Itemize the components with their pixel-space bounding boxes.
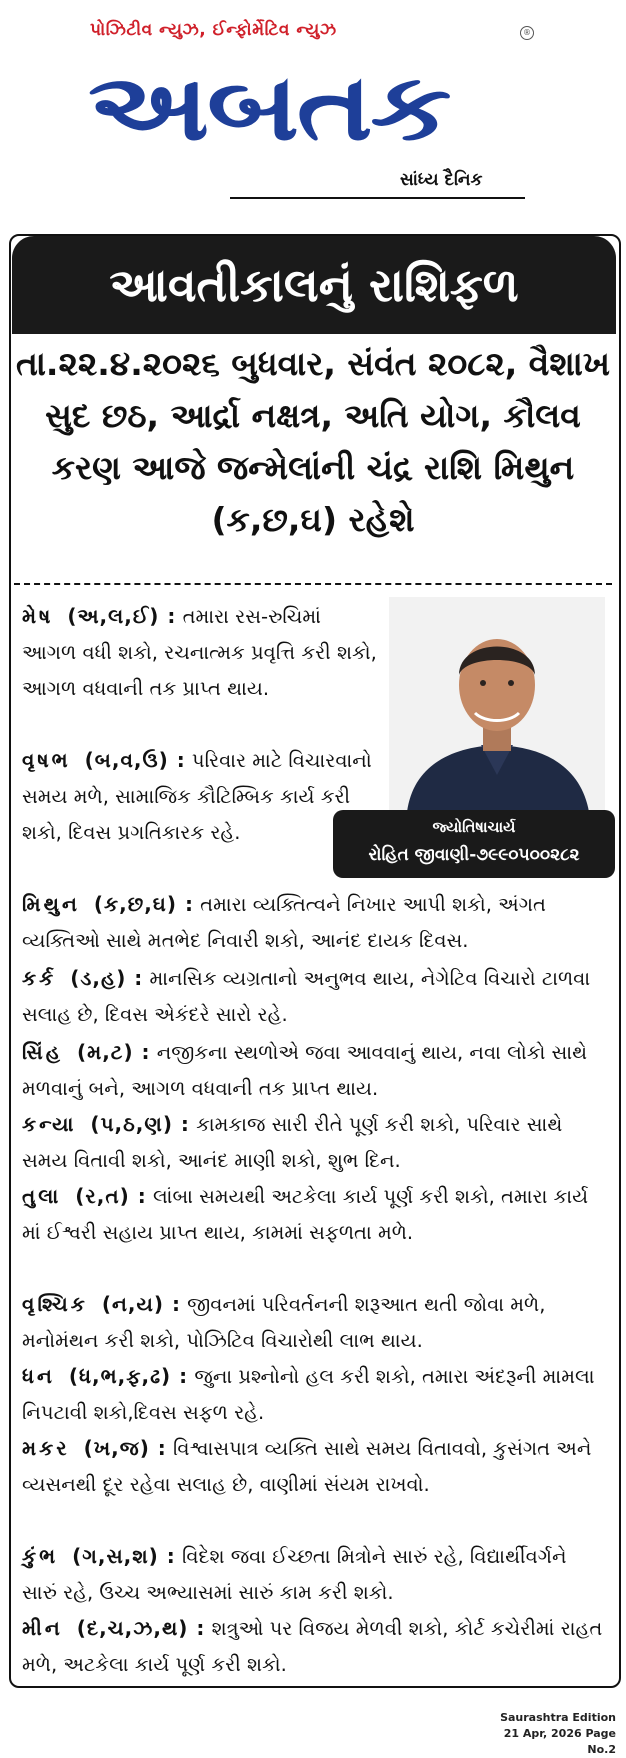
tagline: પોઝિટીવ ન્યુઝ, ઈન્ફોર્મેટિવ ન્યુઝ (90, 20, 337, 40)
sign-text: તમારા રસ-રુચિમાં આગળ વધી શકો, રચનાત્મક પ્રવૃત્તિ કરી શકો, આગળ વધવાની તક પ્રાપ્ત થાય. (22, 605, 377, 700)
sign-letters: (ન,ય) : (101, 1292, 181, 1316)
article-title: આવતીકાલનું રાશિફળ (12, 236, 616, 334)
sign-letters: (ધ,ભ,ફ,ઢ) : (68, 1364, 189, 1388)
sign-name: મેષ (22, 604, 54, 628)
edition-info (480, 1710, 616, 1758)
sign-entry (22, 1106, 606, 1179)
sign-name: મીન (22, 1616, 63, 1640)
sign-entry (22, 1358, 606, 1431)
astrologer-name-phone: રોહિત જીવાણી-૭૯૯૦૫૦૦૨૮૨ (368, 845, 580, 865)
sign-name: કન્યા (22, 1112, 77, 1136)
sign-name: કર્ક (22, 966, 57, 990)
sign-letters: (બ,વ,ઉ) : (84, 748, 186, 772)
sign-name: સિંહ (22, 1040, 63, 1064)
sign-entry (22, 1610, 606, 1683)
sign-entry (22, 1286, 606, 1359)
sign-entry (22, 1178, 606, 1251)
sign-text: વિદેશ જવા ઈચ્છતા મિત્રોને સારું રહે, વિદ્યાર્થીવર્ગને સારું રહે, ઉચ્ચ અભ્યાસમાં સારું કામ કરી શકો. (22, 1545, 567, 1604)
sign-letters: (ર,ત) : (75, 1184, 147, 1208)
sign-text: વિશ્વાસપાત્ર વ્યક્તિ સાથે સમય વિતાવવો, કુસંગત અને વ્યસનથી દૂર રહેવા સલાહ છે, વાણીમાં સંયમ રાખવો. (22, 1437, 592, 1496)
masthead (0, 0, 626, 210)
registered-mark: ® (520, 26, 534, 40)
sign-letters: (મ,ટ) : (76, 1040, 151, 1064)
sign-entry (22, 886, 606, 959)
sign-entry (22, 1034, 606, 1107)
sign-name: વૃષભ (22, 748, 71, 772)
sign-letters: (ક,છ,ઘ) : (93, 892, 194, 916)
sign-text: નજીકના સ્થળોએ જવા આવવાનું થાય, નવા લોકો સાથે મળવાનું બને, આગળ વધવાની તક પ્રાપ્ત થાય. (22, 1041, 588, 1100)
sign-text: જીવનમાં પરિવર્તનની શરૂઆત થતી જોવા મળે, મનોમંથન કરી શકો, પોઝિટિવ વિચારોથી લાભ થાય. (22, 1293, 546, 1352)
newspaper-logo: અબતક (88, 54, 450, 161)
masthead-subtitle: સાંધ્ય દૈનિક (400, 170, 483, 190)
article-intro: તા.૨૨.૪.૨૦૨૬ બુધવાર, સંવંત ૨૦૮૨, વૈશાખ સુદ છઠ, આર્દ્રા નક્ષત્ર, અતિ યોગ, કૌલવ કરણ આજે જન્મેલાંની ચંદ્ર રાશિ મિથુન (ક,છ,ઘ) રહેશે (15, 344, 611, 539)
sign-text: કામકાજ સારી રીતે પૂર્ણ કરી શકો, પરિવાર સાથે સમય વિતાવી શકો, આનંદ માણી શકો, શુભ દિન. (22, 1113, 563, 1172)
sign-name: મકર (22, 1436, 70, 1460)
sign-entry (22, 1430, 606, 1503)
sign-entry (22, 960, 606, 1033)
sign-text: પરિવાર માટે વિચારવાનો સમય મળે, સામાજિક કૌટિમ્બિક કાર્ય કરી શકો, દિવસ પ્રગતિકારક રહે. (22, 749, 372, 844)
sign-letters: (ગ,સ,શ) : (72, 1544, 176, 1568)
sign-text: શત્રુઓ પર વિજય મેળવી શકો, કોર્ટ કચેરીમાં રાહત મળે, અટકેલા કાર્ય પૂર્ણ કરી શકો. (22, 1617, 603, 1676)
dashed-divider (14, 583, 612, 585)
astrologer-title: જ્યોતિષાચાર્ય (432, 818, 516, 836)
sign-name: ધન (22, 1364, 55, 1388)
sign-letters: (ડ,હ) : (70, 966, 144, 990)
sign-entry (22, 1538, 606, 1611)
sign-name: તુલા (22, 1184, 62, 1208)
sign-text: તમારા વ્યક્તિત્વને નિખાર આપી શકો, અંગત વ્યક્તિઓ સાથે મતભેદ નિવારી શકો, આનંદ દાયક દિવસ. (22, 893, 546, 952)
masthead-rule (230, 197, 525, 199)
edition-name: Saurashtra Edition (500, 1711, 616, 1724)
sign-letters: (ખ,જ) : (83, 1436, 167, 1460)
sign-entry (22, 598, 380, 707)
edition-date-page: 21 Apr, 2026 Page No.2 (503, 1727, 616, 1756)
astrologer-photo (389, 597, 605, 812)
sign-name: કુંભ (22, 1544, 59, 1568)
sign-name: મિથુન (22, 892, 80, 916)
sign-text: લાંબા સમયથી અટકેલા કાર્ય પૂર્ણ કરી શકો, તમારા કાર્ય માં ઈશ્વરી સહાય પ્રાપ્ત થાય, કામમાં સફળતા મળે. (22, 1185, 589, 1244)
sign-text: જુના પ્રશ્નોનો હલ કરી શકો, તમારા અંદરૂની મામલા નિપટાવી શકો,દિવસ સફળ રહે. (22, 1365, 595, 1424)
sign-letters: (અ,લ,ઈ) : (67, 604, 177, 628)
sign-name: વૃશ્ચિક (22, 1292, 88, 1316)
sign-text: માનસિક વ્યગ્રતાનો અનુભવ થાય, નેગેટિવ વિચારો ટાળવા સલાહ છે, દિવસ એકંદરે સારો રહે. (22, 967, 591, 1026)
sign-letters: (પ,ઠ,ણ) : (90, 1112, 190, 1136)
sign-entry (22, 742, 380, 851)
sign-letters: (દ,ચ,ઝ,થ) : (76, 1616, 206, 1640)
